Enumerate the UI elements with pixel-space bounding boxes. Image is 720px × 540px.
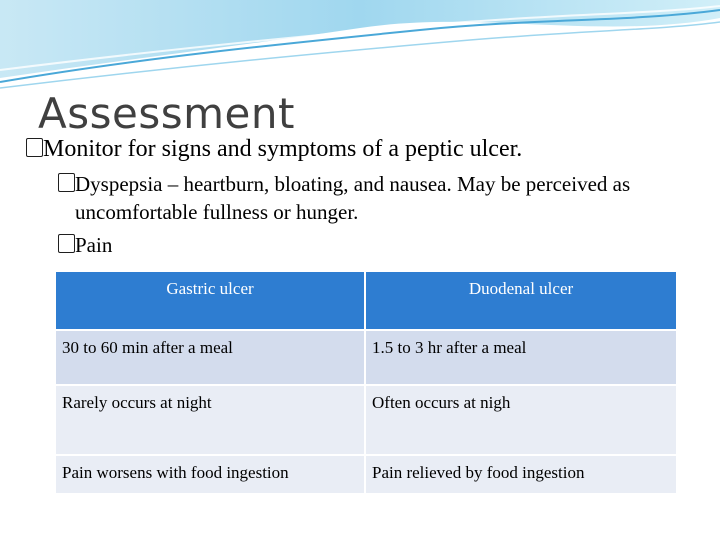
table-row [56, 331, 676, 384]
header-wave-decoration [0, 0, 720, 90]
table-header-row [56, 272, 676, 329]
bullet-item [26, 135, 706, 163]
bullet-text: Pain [75, 233, 113, 257]
slide-title: Assessment [38, 89, 295, 138]
box-bullet-icon [26, 138, 43, 157]
ulcer-comparison-table [54, 270, 678, 495]
column-header: Duodenal ulcer [366, 272, 676, 329]
sub-bullet-item [58, 231, 358, 259]
table-cell: Often occurs at nigh [366, 386, 676, 454]
bullet-text: Monitor for signs and symptoms of a peptic ulcer. [43, 136, 523, 162]
box-bullet-icon [58, 173, 75, 192]
table-cell: Pain relieved by food ingestion [366, 456, 676, 493]
table-cell: 30 to 60 min after a meal [56, 331, 364, 384]
table-cell: Rarely occurs at night [56, 386, 364, 454]
table-cell: Pain worsens with food ingestion [56, 456, 364, 493]
box-bullet-icon [58, 234, 75, 253]
sub-bullet-item [58, 170, 678, 226]
column-header: Gastric ulcer [56, 272, 364, 329]
table-cell: 1.5 to 3 hr after a meal [366, 331, 676, 384]
table-row [56, 386, 676, 454]
table-row [56, 456, 676, 493]
bullet-text: Dyspepsia – heartburn, bloating, and nausea. May be perceived as uncomfortable fullness or hunger. [75, 172, 631, 224]
